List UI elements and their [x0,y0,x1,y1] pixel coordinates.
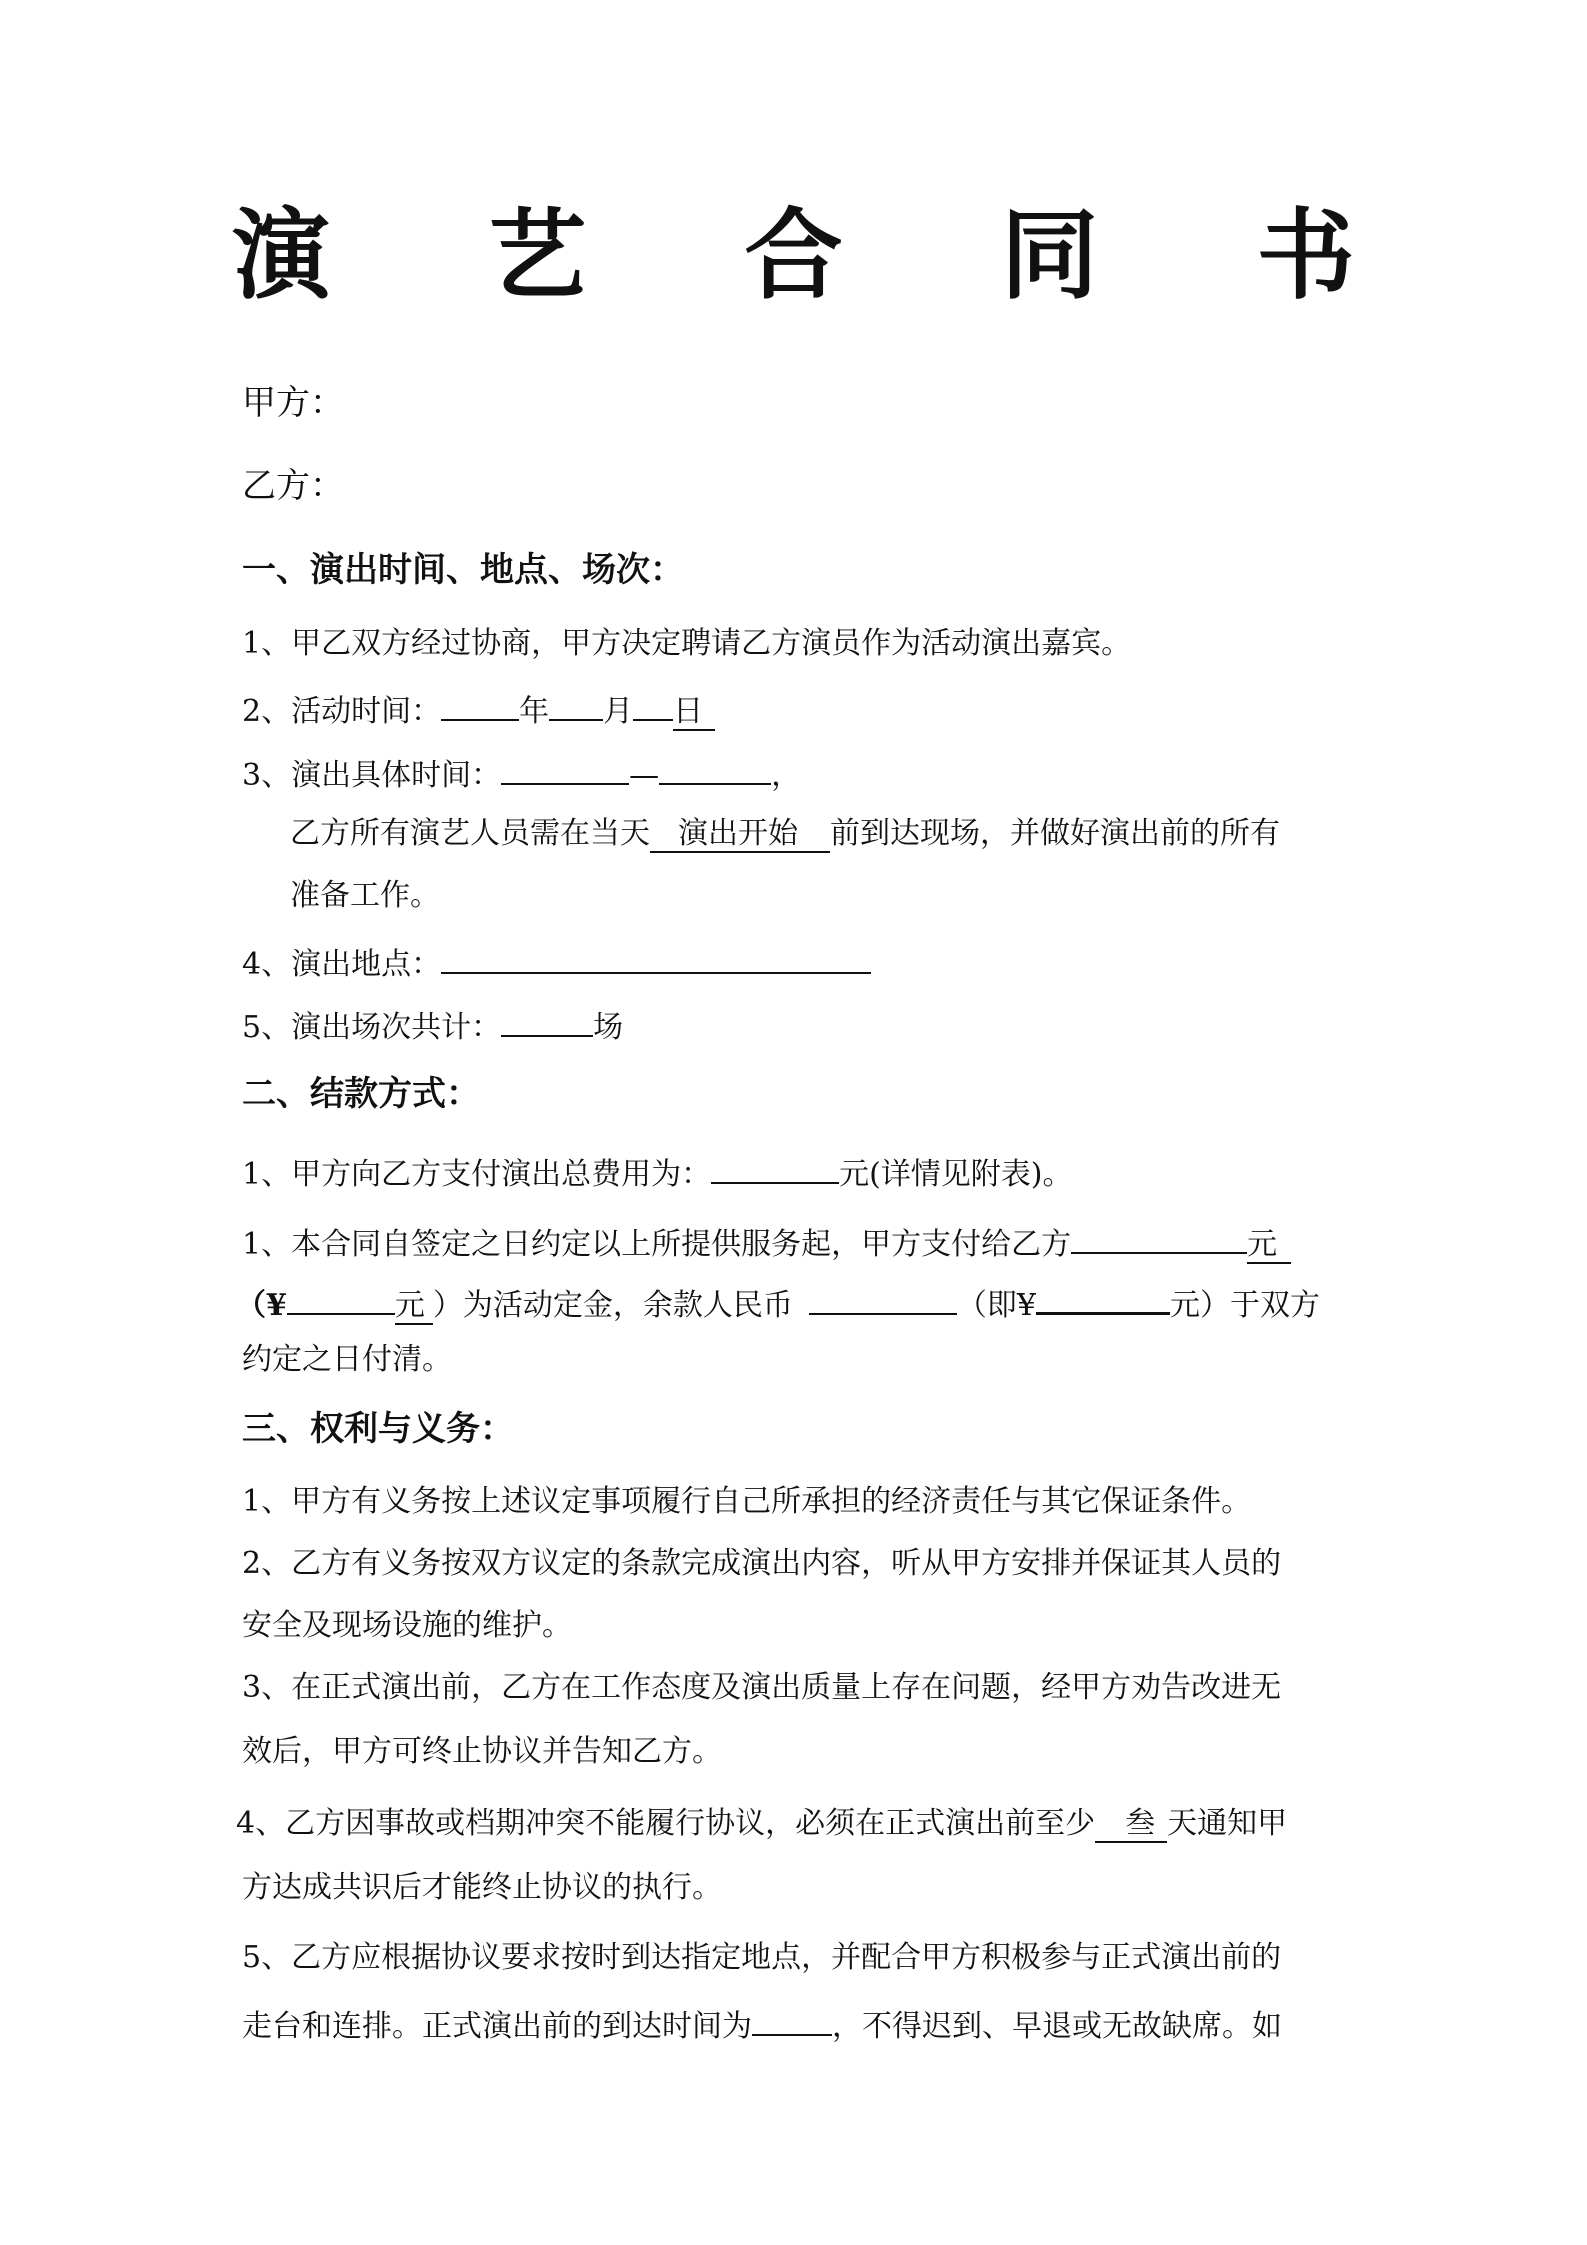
deposit-text: 1、本合同自签定之日约定以上所提供服务起，甲方支付给乙方 [242,1227,1072,1262]
section-3-heading: 三、权利与义务： [242,1409,514,1449]
notice-text-b: 天通知甲 [1167,1806,1288,1841]
sec3-item-5-cont [242,2000,1282,2049]
day-label: 日 [673,694,715,731]
month-blank[interactable] [549,685,603,721]
year-blank[interactable] [441,685,519,721]
note-text-b: 前到达现场，并做好演出前的所有 [830,816,1280,851]
time-dash: — [629,758,660,793]
total-fee-blank[interactable] [711,1148,839,1184]
sec3-item-3-cont: 效后，甲方可终止协议并告知乙方。 [242,1734,722,1769]
start-time-blank[interactable] [501,749,629,785]
sec3-item-5: 5、乙方应根据协议要求按时到达指定地点，并配合甲方积极参与正式演出前的 [242,1940,1282,1975]
balance-end: 元）于双方 [1169,1288,1320,1323]
sec2-item-1 [242,1148,1073,1197]
deposit-yen-blank[interactable] [287,1279,395,1315]
show-time-label: 3、演出具体时间： [242,758,502,793]
arrival-rule-text: ，不得迟到、早退或无故缺席。如 [832,2009,1282,2044]
venue-label: 4、演出地点： [242,947,442,982]
party-a-label: 甲方： [242,383,344,423]
sec2-item-2-cont [236,1278,1320,1328]
year-label: 年 [519,694,550,729]
venue-blank[interactable] [441,938,871,974]
notice-text: 4、乙方因事故或档期冲突不能履行协议，必须在正式演出前至少 [236,1806,1096,1841]
page-title: 演 艺 合 同 书 [232,199,1417,313]
sec1-item-3 [242,749,801,798]
section-2-heading: 二、结款方式： [242,1074,480,1114]
show-count-label: 5、演出场次共计： [242,1010,502,1045]
notice-days-fill[interactable]: 叁 [1095,1806,1167,1843]
balance-text: ）为活动定金，余款人民币 [432,1288,793,1323]
time-comma: ， [771,758,802,793]
sec2-item-2-cont2: 约定之日付清。 [242,1342,452,1377]
sec3-item-4 [236,1802,1287,1846]
show-count-unit: 场 [593,1010,624,1045]
sec3-item-2: 2、乙方有义务按双方议定的条款完成演出内容，听从甲方安排并保证其人员的 [242,1546,1282,1581]
total-fee-label: 1、甲方向乙方支付演出总费用为： [242,1157,712,1192]
sec2-item-2 [242,1218,1291,1267]
day-blank[interactable] [633,685,673,721]
sec1-item-5 [242,1001,623,1050]
deposit-yen-unit: 元 [395,1288,433,1325]
total-fee-unit: 元(详情见附表)。 [839,1157,1073,1192]
note-text-a: 乙方所有演艺人员需在当天 [290,816,650,851]
sec1-item-2 [242,685,715,734]
sec1-item-4 [242,938,871,987]
deposit-amount-blank[interactable] [1071,1218,1247,1254]
party-b-label: 乙方： [242,466,344,506]
activity-time-label: 2、活动时间： [242,694,442,729]
sec1-item-3-note-cont: 准备工作。 [290,878,440,913]
section-1-heading: 一、演出时间、地点、场次： [242,550,684,590]
balance-yen-blank[interactable] [1036,1278,1170,1315]
end-time-blank[interactable] [659,749,771,785]
arrival-time-blank[interactable] [752,2000,832,2036]
arrival-requirement-fill[interactable]: 演出开始 [650,816,830,853]
sec3-item-1: 1、甲方有义务按上述议定事项履行自己所承担的经济责任与其它保证条件。 [242,1484,1252,1519]
sec3-item-2-cont: 安全及现场设施的维护。 [242,1608,572,1643]
balance-yen-open: （即¥ [956,1288,1036,1323]
deposit-yen-open: （¥ [236,1288,287,1323]
show-count-blank[interactable] [501,1001,593,1037]
deposit-yuan: 元 [1247,1227,1291,1264]
month-label: 月 [603,694,634,729]
balance-amount-blank[interactable] [809,1279,957,1315]
sec3-item-4-cont: 方达成共识后才能终止协议的执行。 [242,1870,722,1905]
sec1-item-3-note [290,812,1280,856]
sec1-item-1: 1、甲乙双方经过协商，甲方决定聘请乙方演员作为活动演出嘉宾。 [242,626,1132,661]
sec3-item-3: 3、在正式演出前，乙方在工作态度及演出质量上存在问题，经甲方劝告改进无 [242,1670,1282,1705]
arrival-time-text: 走台和连排。正式演出前的到达时间为 [242,2009,752,2044]
